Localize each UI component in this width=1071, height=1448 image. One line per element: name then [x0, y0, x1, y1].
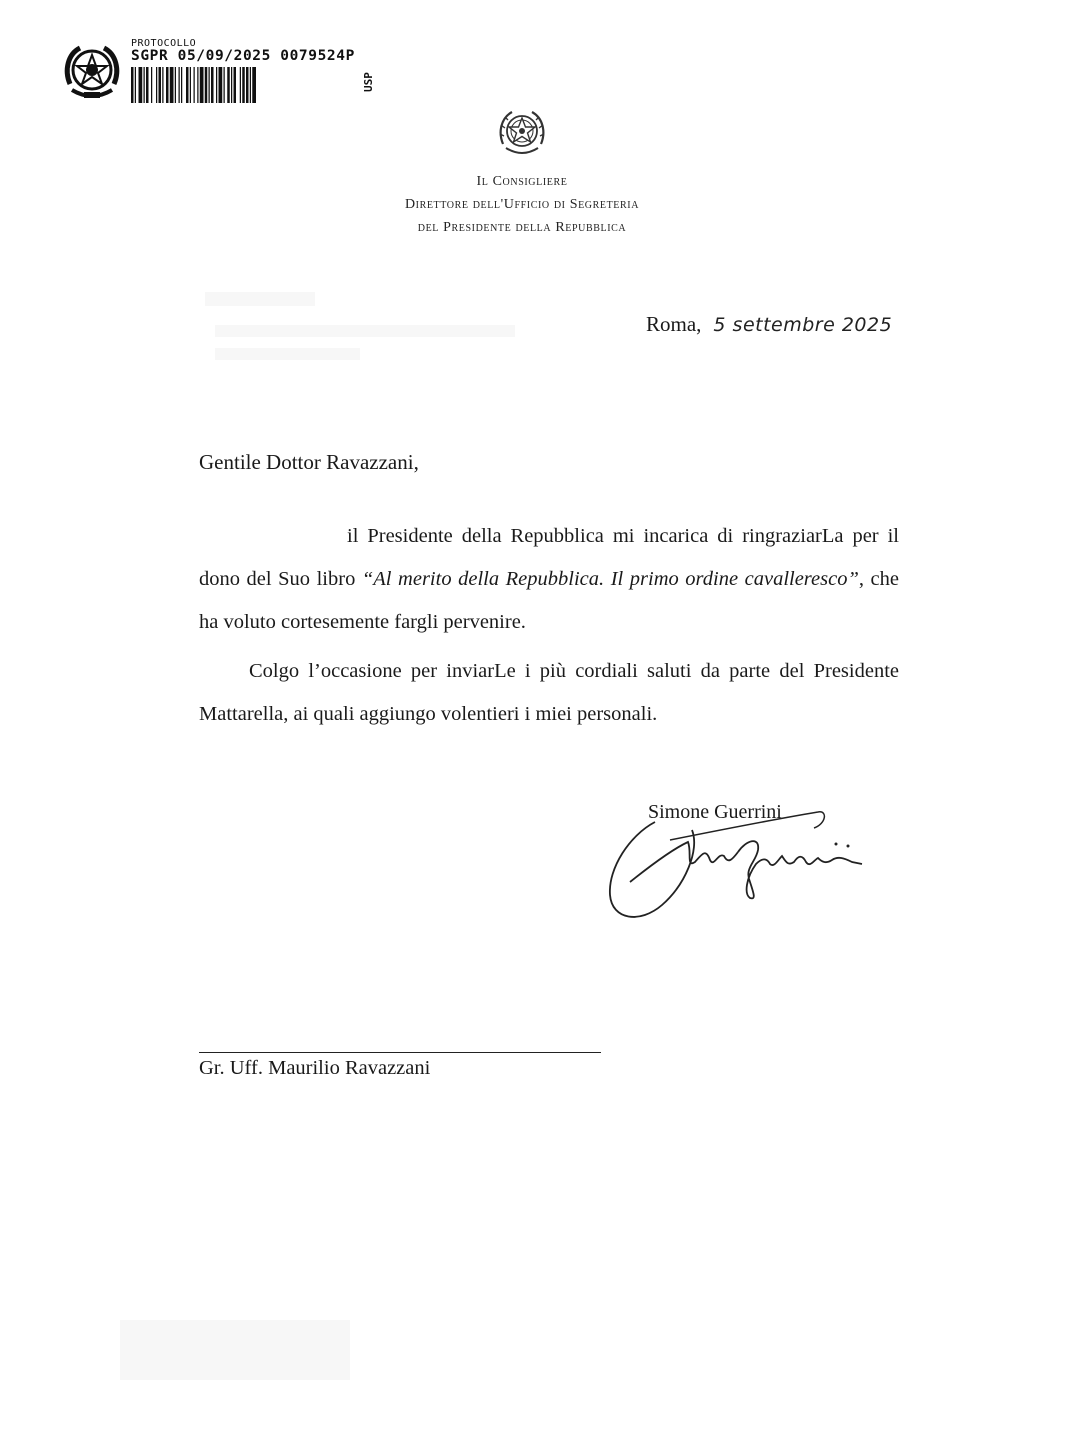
letterhead-title: Il Consigliere — [476, 174, 568, 189]
scan-artifact — [205, 292, 315, 306]
date-place: Roma, — [646, 312, 702, 336]
recipient-divider — [199, 1052, 601, 1053]
paragraph-text: , che ha voluto cortesemente fargli pervenire. — [199, 568, 899, 633]
letterhead-office: Direttore dell'Ufficio di Segreteria — [404, 197, 640, 212]
barcode-icon — [131, 67, 353, 103]
letter-paragraph-1 — [199, 515, 899, 644]
letterhead-institution: del Presidente della Repubblica — [417, 220, 627, 235]
scan-artifact — [120, 1320, 350, 1380]
scan-artifact — [215, 325, 515, 337]
protocol-number: SGPR 05/09/2025 0079524P — [131, 48, 355, 64]
handwritten-signature-icon — [600, 790, 875, 930]
protocol-label: PROTOCOLLO — [131, 38, 197, 49]
recipient-name: Gr. Uff. Maurilio Ravazzani — [199, 1057, 431, 1079]
protocol-stamp — [62, 36, 392, 110]
handwritten-date: 5 settembre 2025 — [713, 314, 893, 336]
date-line — [646, 312, 892, 337]
italian-republic-emblem-icon — [497, 106, 547, 158]
italian-republic-emblem-icon — [62, 40, 122, 102]
letterhead — [300, 170, 744, 239]
letter-paragraph-2: Colgo l’occasione per inviarLe i più cordiali saluti da parte del Presidente Mattarella, ai quali aggiungo volentieri i miei personali. — [199, 660, 899, 725]
paragraph-text: il Presidente della Repubblica mi incarica di ringraziarLa per il dono del Suo libro — [199, 525, 899, 590]
salutation: Gentile Dottor Ravazzani, — [199, 450, 419, 474]
book-title: “Al merito della Repubblica. Il primo ordine cavalleresco” — [361, 568, 859, 590]
signer-name: Simone Guerrini — [648, 801, 782, 823]
scan-artifact — [215, 348, 360, 360]
protocol-side-code: USP — [362, 72, 375, 92]
